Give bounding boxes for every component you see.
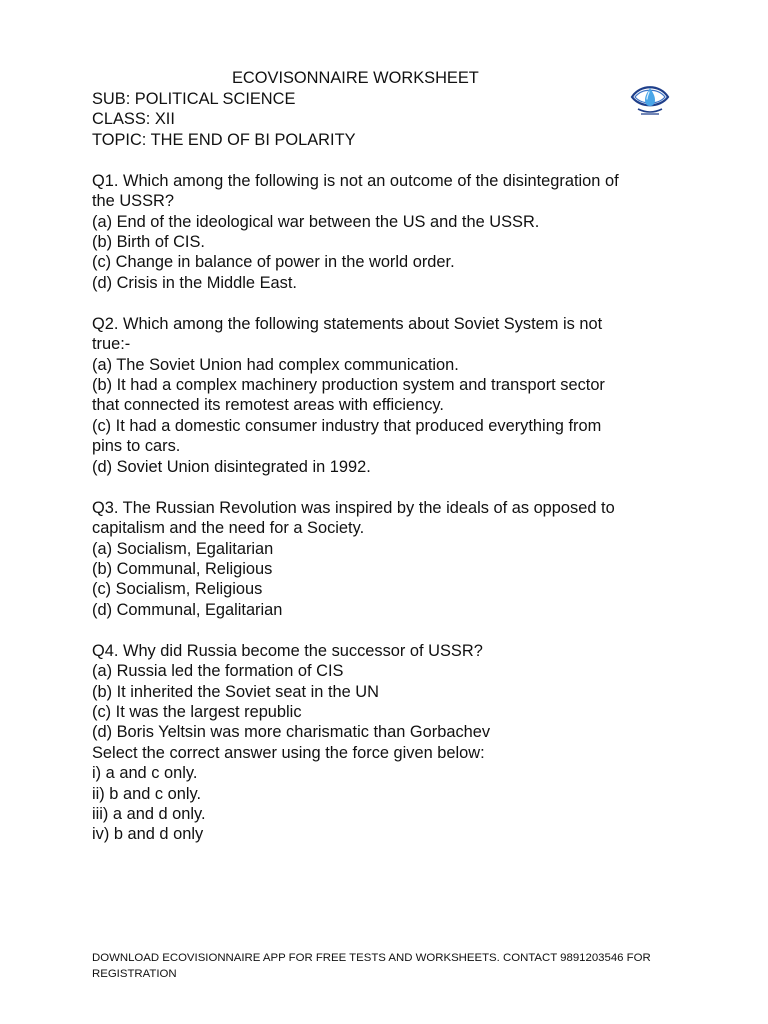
section-gap	[92, 293, 682, 314]
question-3	[92, 498, 682, 620]
footer-note: DOWNLOAD ECOVISIONNAIRE APP FOR FREE TESTS AND WORKSHEETS. CONTACT 9891203546 FOR REGISTRATION	[92, 952, 651, 980]
eye-drop-logo-icon	[624, 70, 676, 122]
class-line: CLASS: XII	[92, 110, 175, 129]
answer-choice: i) a and c only.	[92, 764, 198, 783]
question-text: Q2. Which among the following statements about Soviet System is not	[92, 314, 603, 333]
question-2	[92, 314, 682, 477]
answer-option: (c) It was the largest republic	[92, 702, 302, 721]
subject-line: SUB: POLITICAL SCIENCE	[92, 90, 296, 108]
answer-option: (a) The Soviet Union had complex communication.	[92, 355, 459, 374]
answer-option: (d) Boris Yeltsin was more charismatic than Gorbachev	[92, 723, 491, 742]
answer-option: (d) Crisis in the Middle East.	[92, 273, 297, 292]
answer-choice: iv) b and d only	[92, 825, 204, 844]
question-text: the USSR?	[92, 192, 174, 211]
instruction-text: Select the correct answer using the force given below:	[92, 743, 485, 762]
section-gap	[92, 620, 682, 641]
answer-option: (d) Soviet Union disintegrated in 1992.	[92, 457, 371, 476]
question-text: Q4. Why did Russia become the successor of USSR?	[92, 641, 483, 660]
answer-option: (d) Communal, Egalitarian	[92, 600, 283, 619]
answer-option: (b) Communal, Religious	[92, 559, 273, 578]
topic-line: TOPIC: THE END OF BI POLARITY	[92, 130, 356, 149]
question-4	[92, 641, 682, 845]
section-gap	[92, 477, 682, 498]
answer-choice: iii) a and d only.	[92, 804, 206, 823]
answer-option: (a) Socialism, Egalitarian	[92, 539, 274, 558]
answer-option-continuation: pins to cars.	[92, 437, 181, 456]
answer-option: (b) Birth of CIS.	[92, 233, 205, 252]
answer-option-continuation: that connected its remotest areas with efficiency.	[92, 396, 444, 415]
answer-option: (c) It had a domestic consumer industry that produced everything from	[92, 416, 602, 435]
question-text: Q3. The Russian Revolution was inspired by the ideals of as opposed to	[92, 498, 615, 517]
question-text: capitalism and the need for a Society.	[92, 519, 365, 538]
answer-option: (b) It had a complex machinery production system and transport sector	[92, 376, 605, 395]
question-1	[92, 171, 682, 293]
answer-choice: ii) b and c only.	[92, 784, 202, 803]
worksheet	[92, 68, 682, 845]
question-text: true:-	[92, 335, 131, 354]
answer-option: (a) Russia led the formation of CIS	[92, 662, 344, 681]
answer-option: (a) End of the ideological war between the US and the USSR.	[92, 212, 540, 231]
worksheet-title: ECOVISONNAIRE WORKSHEET	[232, 69, 479, 87]
question-text: Q1. Which among the following is not an outcome of the disintegration of	[92, 171, 619, 190]
answer-option: (c) Socialism, Religious	[92, 580, 263, 599]
answer-option: (b) It inherited the Soviet seat in the UN	[92, 682, 379, 701]
answer-option: (c) Change in balance of power in the world order.	[92, 253, 455, 272]
section-gap	[92, 150, 682, 171]
